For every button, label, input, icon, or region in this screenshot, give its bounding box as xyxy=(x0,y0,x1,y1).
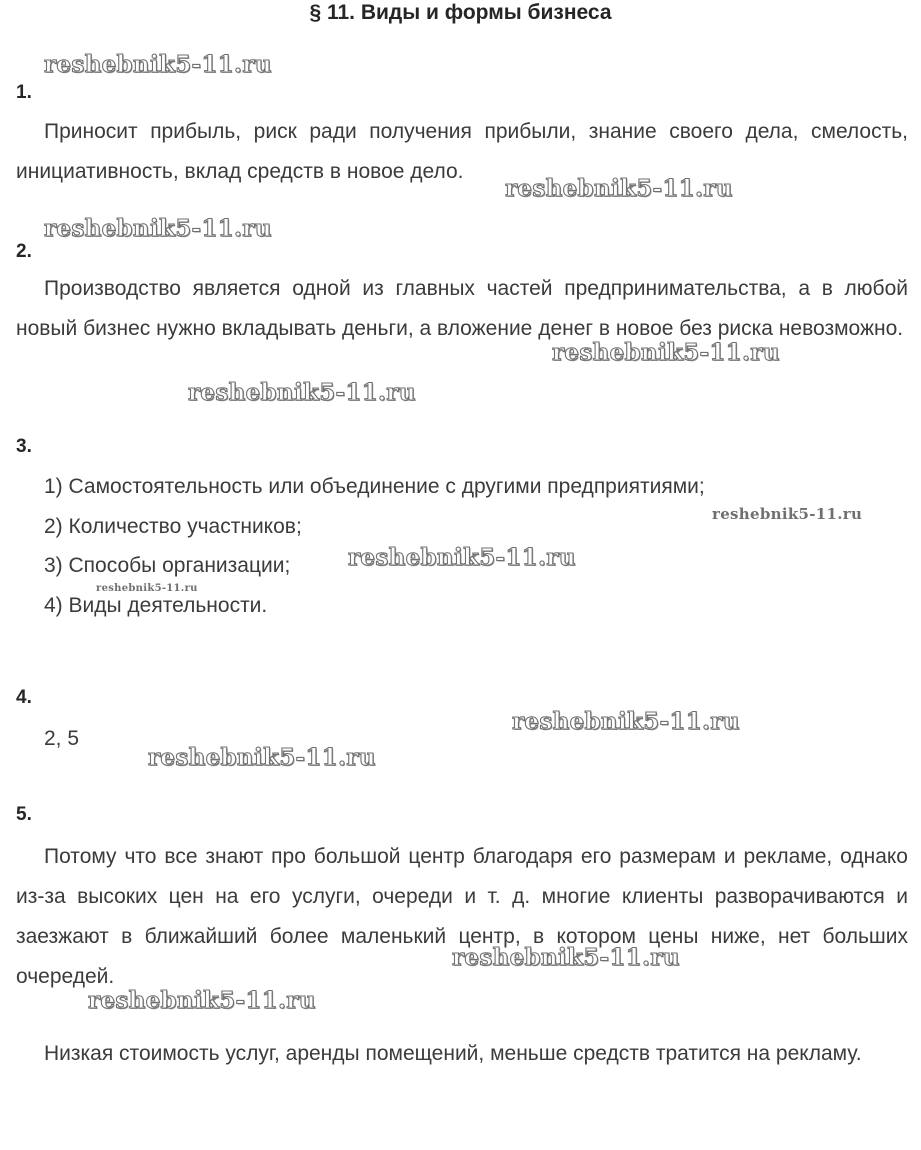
section-3-item-4: 4) Виды деятельности. xyxy=(44,594,268,617)
watermark: reshebnik5-11.ru xyxy=(44,215,272,242)
page-title: § 11. Виды и формы бизнеса xyxy=(309,1,612,24)
watermark: reshebnik5-11.ru xyxy=(552,339,780,366)
section-2-text: Производство является одной из главных частей предпринимательства, а в любой новый бизнес нужно вкладывать деньги, а вложение денег в новое без риска невозможно. xyxy=(16,277,908,340)
watermark: reshebnik5-11.ru xyxy=(88,987,316,1014)
section-5-text-1: Потому что все знают про большой центр благодаря его размерам и рекламе, однако из-за высоких цен на его услуги, очереди и т. д. многие клиенты разворачиваются и заезжают в ближайший более маленький центр, в котором цены ниже, нет больших очередей. xyxy=(16,845,908,988)
section-4-answer: 2, 5 xyxy=(44,727,80,750)
watermark: reshebnik5-11.ru xyxy=(712,505,863,523)
watermark: reshebnik5-11.ru xyxy=(148,744,376,771)
section-1-text: Приносит прибыль, риск ради получения прибыли, знание своего дела, смелость, инициативность, вклад средств в новое дело. xyxy=(16,120,908,183)
section-1-number: 1. xyxy=(16,82,32,103)
section-3-item-3: 3) Способы организации; xyxy=(44,554,291,577)
watermark: reshebnik5-11.ru xyxy=(348,544,576,571)
section-3-item-2: 2) Количество участников; xyxy=(44,515,302,538)
watermark: reshebnik5-11.ru xyxy=(505,175,733,202)
watermark: reshebnik5-11.ru xyxy=(512,708,740,735)
section-5-text-2: Низкая стоимость услуг, аренды помещений, меньше средств тратится на рекламу. xyxy=(44,1042,862,1065)
section-5-number: 5. xyxy=(16,804,32,825)
section-3-item-1: 1) Самостоятельность или объединение с другими предприятиями; xyxy=(44,475,705,498)
section-2-number: 2. xyxy=(16,241,32,262)
watermark: reshebnik5-11.ru xyxy=(452,944,680,971)
section-4-number: 4. xyxy=(16,687,32,708)
watermark: reshebnik5-11.ru xyxy=(44,51,272,78)
watermark: reshebnik5-11.ru xyxy=(96,583,198,594)
section-3-number: 3. xyxy=(16,436,32,457)
watermark: reshebnik5-11.ru xyxy=(188,379,416,406)
